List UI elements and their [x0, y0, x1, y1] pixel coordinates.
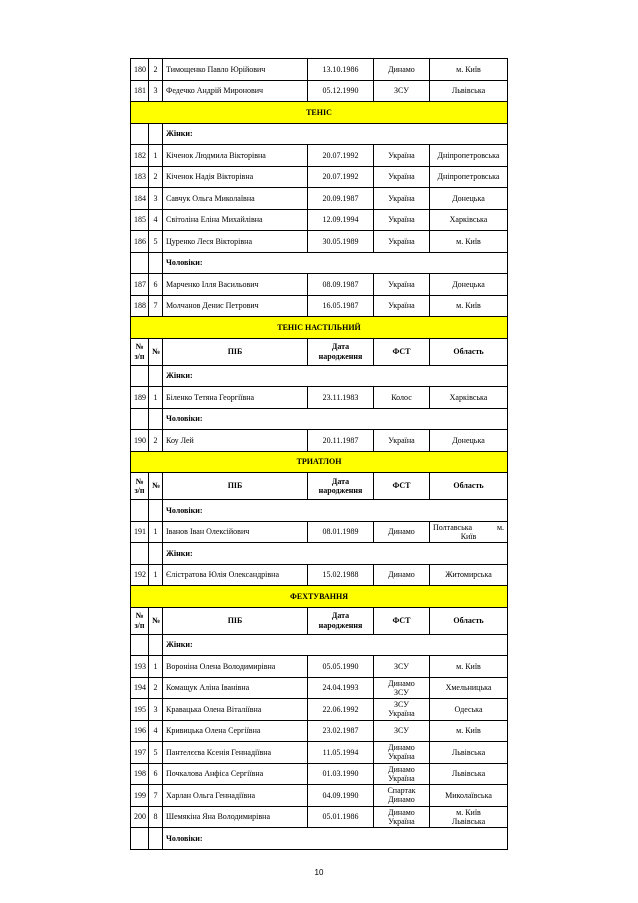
- athlete-number: 199: [131, 785, 149, 807]
- athlete-number: 195: [131, 699, 149, 721]
- sport-title: ТЕНІС: [131, 102, 508, 124]
- athlete-index: 7: [149, 785, 163, 807]
- empty-cell: [149, 828, 163, 850]
- empty-cell: [131, 500, 149, 522]
- group-row: [131, 543, 508, 565]
- athlete-dob: 08.01.1989: [308, 521, 374, 543]
- athlete-name: Кіченок Людмила Вікторівна: [163, 145, 308, 167]
- group-row: [131, 123, 508, 145]
- athlete-fst: Динамо: [374, 59, 430, 81]
- athlete-region: Миколаївська: [430, 785, 508, 807]
- group-row: [131, 634, 508, 656]
- athlete-number: 182: [131, 145, 149, 167]
- empty-cell: [131, 408, 149, 430]
- empty-cell: [149, 543, 163, 565]
- athlete-name: Тимощенко Павло Юрійович: [163, 59, 308, 81]
- athlete-number: 189: [131, 387, 149, 409]
- athlete-fst: Україна: [374, 209, 430, 231]
- athlete-region: [430, 521, 508, 543]
- sport-title: ТЕНІС НАСТІЛЬНИЙ: [131, 317, 508, 339]
- athlete-row: [131, 656, 508, 678]
- athlete-dob: 15.02.1988: [308, 564, 374, 586]
- athlete-row: [131, 274, 508, 296]
- athlete-region: м. Київ Львівська: [430, 806, 508, 828]
- athletes-table: [130, 58, 508, 850]
- athlete-name: Кіченок Надія Вікторівна: [163, 166, 308, 188]
- athlete-number: 191: [131, 521, 149, 543]
- column-header-row: [131, 473, 508, 500]
- athlete-number: 180: [131, 59, 149, 81]
- group-label: Жінки:: [163, 123, 508, 145]
- athlete-row: [131, 806, 508, 828]
- header-region: Область: [430, 607, 508, 634]
- athlete-index: 1: [149, 521, 163, 543]
- athlete-dob: 05.12.1990: [308, 80, 374, 102]
- athlete-region: Львівська: [430, 742, 508, 764]
- athlete-region: м. Київ: [430, 231, 508, 253]
- athlete-dob: 30.05.1989: [308, 231, 374, 253]
- athlete-number: 185: [131, 209, 149, 231]
- athlete-index: 2: [149, 430, 163, 452]
- athlete-name: Біленко Тетяна Георгіївна: [163, 387, 308, 409]
- athlete-name: Молчанов Денис Петрович: [163, 295, 308, 317]
- athlete-region: Львівська: [430, 763, 508, 785]
- athlete-fst: Динамо Україна: [374, 806, 430, 828]
- athlete-dob: 20.11.1987: [308, 430, 374, 452]
- athlete-row: [131, 430, 508, 452]
- athlete-fst: ЗСУ: [374, 720, 430, 742]
- athlete-fst: Динамо: [374, 521, 430, 543]
- athlete-region: Донецька: [430, 274, 508, 296]
- athlete-name: Кривицька Олена Сергіївна: [163, 720, 308, 742]
- column-header-row: [131, 338, 508, 365]
- athlete-dob: 08.09.1987: [308, 274, 374, 296]
- athlete-index: 5: [149, 231, 163, 253]
- athlete-row: [131, 763, 508, 785]
- athlete-number: 186: [131, 231, 149, 253]
- group-label: Чоловіки:: [163, 828, 508, 850]
- athlete-fst: Україна: [374, 430, 430, 452]
- athlete-index: 4: [149, 209, 163, 231]
- athlete-index: 1: [149, 564, 163, 586]
- athlete-index: 5: [149, 742, 163, 764]
- athlete-index: 1: [149, 387, 163, 409]
- athlete-dob: 23.11.1983: [308, 387, 374, 409]
- athlete-region: м. Київ: [430, 295, 508, 317]
- header-index: №: [149, 338, 163, 365]
- athlete-region: м. Київ: [430, 59, 508, 81]
- empty-cell: [149, 123, 163, 145]
- athlete-index: 3: [149, 188, 163, 210]
- athlete-region: Дніпропетровська: [430, 145, 508, 167]
- athlete-row: [131, 145, 508, 167]
- athlete-row: [131, 166, 508, 188]
- athlete-index: 7: [149, 295, 163, 317]
- athlete-fst: Динамо Україна: [374, 742, 430, 764]
- athlete-fst: ЗСУ: [374, 80, 430, 102]
- athlete-index: 3: [149, 699, 163, 721]
- sport-title: ТРИАТЛОН: [131, 451, 508, 473]
- empty-cell: [131, 828, 149, 850]
- header-dob: Дата народження: [308, 338, 374, 365]
- athlete-name: Харлан Ольга Геннадіївна: [163, 785, 308, 807]
- athlete-row: [131, 387, 508, 409]
- athlete-region: Дніпропетровська: [430, 166, 508, 188]
- empty-cell: [131, 252, 149, 274]
- athlete-row: [131, 231, 508, 253]
- athlete-row: [131, 521, 508, 543]
- athlete-region: Донецька: [430, 430, 508, 452]
- region-split: [433, 523, 504, 541]
- athlete-name: Федечко Андрій Миронович: [163, 80, 308, 102]
- athlete-fst: Україна: [374, 274, 430, 296]
- athlete-row: [131, 59, 508, 81]
- athlete-dob: 11.05.1994: [308, 742, 374, 764]
- athlete-index: 2: [149, 677, 163, 699]
- athlete-fst: Динамо Україна: [374, 763, 430, 785]
- empty-cell: [149, 408, 163, 430]
- region-right: м.: [496, 522, 504, 532]
- athlete-fst: Україна: [374, 231, 430, 253]
- group-label: Жінки:: [163, 634, 508, 656]
- empty-cell: [149, 365, 163, 387]
- group-label: Чоловіки:: [163, 252, 508, 274]
- athlete-number: 183: [131, 166, 149, 188]
- header-num: № з/п: [131, 338, 149, 365]
- header-name: ПІБ: [163, 473, 308, 500]
- athlete-number: 197: [131, 742, 149, 764]
- group-row: [131, 365, 508, 387]
- group-row: [131, 408, 508, 430]
- group-row: [131, 500, 508, 522]
- athlete-number: 181: [131, 80, 149, 102]
- athlete-fst: Україна: [374, 295, 430, 317]
- athlete-number: 192: [131, 564, 149, 586]
- athlete-dob: 05.05.1990: [308, 656, 374, 678]
- athlete-dob: 22.06.1992: [308, 699, 374, 721]
- athlete-number: 193: [131, 656, 149, 678]
- athlete-dob: 20.09.1987: [308, 188, 374, 210]
- header-num: № з/п: [131, 473, 149, 500]
- athlete-name: Шемякіна Яна Володимирівна: [163, 806, 308, 828]
- header-dob: Дата народження: [308, 607, 374, 634]
- athlete-row: [131, 209, 508, 231]
- sport-header-row: [131, 317, 508, 339]
- athlete-index: 1: [149, 656, 163, 678]
- athlete-index: 6: [149, 274, 163, 296]
- athlete-dob: 13.10.1986: [308, 59, 374, 81]
- athlete-name: Комащук Аліна Іванівна: [163, 677, 308, 699]
- empty-cell: [131, 365, 149, 387]
- athlete-fst: Динамо: [374, 564, 430, 586]
- athlete-row: [131, 80, 508, 102]
- empty-cell: [149, 252, 163, 274]
- athlete-number: 200: [131, 806, 149, 828]
- header-name: ПІБ: [163, 338, 308, 365]
- athlete-dob: 20.07.1992: [308, 145, 374, 167]
- sport-header-row: [131, 451, 508, 473]
- athlete-index: 3: [149, 80, 163, 102]
- athlete-number: 184: [131, 188, 149, 210]
- athlete-fst: Колос: [374, 387, 430, 409]
- athlete-row: [131, 699, 508, 721]
- athletes-table-body: [131, 59, 508, 850]
- athlete-dob: 12.09.1994: [308, 209, 374, 231]
- athlete-name: Вороніна Олена Володимирівна: [163, 656, 308, 678]
- athlete-dob: 04.09.1990: [308, 785, 374, 807]
- header-index: №: [149, 473, 163, 500]
- athlete-row: [131, 742, 508, 764]
- header-fst: ФСТ: [374, 473, 430, 500]
- athlete-row: [131, 188, 508, 210]
- athlete-fst: Україна: [374, 166, 430, 188]
- empty-cell: [149, 634, 163, 656]
- header-fst: ФСТ: [374, 607, 430, 634]
- athlete-number: 194: [131, 677, 149, 699]
- athlete-number: 188: [131, 295, 149, 317]
- athlete-row: [131, 720, 508, 742]
- sport-title: ФЕХТУВАННЯ: [131, 586, 508, 608]
- athlete-fst: Україна: [374, 145, 430, 167]
- sport-header-row: [131, 586, 508, 608]
- athlete-name: Єлістратова Юлія Олександрівна: [163, 564, 308, 586]
- athlete-region: м. Київ: [430, 656, 508, 678]
- athlete-dob: 20.07.1992: [308, 166, 374, 188]
- athlete-number: 196: [131, 720, 149, 742]
- header-index: №: [149, 607, 163, 634]
- athlete-name: Пантелєєва Ксенія Геннадіївна: [163, 742, 308, 764]
- athlete-index: 2: [149, 59, 163, 81]
- athlete-region: Львівська: [430, 80, 508, 102]
- athlete-region: м. Київ: [430, 720, 508, 742]
- header-num: № з/п: [131, 607, 149, 634]
- athlete-index: 2: [149, 166, 163, 188]
- athlete-region: Харківська: [430, 387, 508, 409]
- athlete-name: Марченко Ілля Васильович: [163, 274, 308, 296]
- athlete-name: Цуренко Леся Вікторівна: [163, 231, 308, 253]
- group-row: [131, 252, 508, 274]
- athlete-fst: Динамо ЗСУ: [374, 677, 430, 699]
- athlete-name: Кравацька Олена Віталіївна: [163, 699, 308, 721]
- empty-cell: [131, 543, 149, 565]
- athlete-region: Одеська: [430, 699, 508, 721]
- region-bottom: Київ: [460, 531, 477, 541]
- header-region: Область: [430, 473, 508, 500]
- athlete-name: Іванов Іван Олексійович: [163, 521, 308, 543]
- athlete-dob: 23.02.1987: [308, 720, 374, 742]
- athlete-row: [131, 785, 508, 807]
- page-number: 10: [314, 868, 324, 877]
- group-row: [131, 828, 508, 850]
- athlete-region: Харківська: [430, 209, 508, 231]
- empty-cell: [131, 634, 149, 656]
- athlete-name: Почкалова Анфіса Сергіївна: [163, 763, 308, 785]
- athlete-number: 198: [131, 763, 149, 785]
- header-name: ПІБ: [163, 607, 308, 634]
- header-region: Область: [430, 338, 508, 365]
- athlete-number: 187: [131, 274, 149, 296]
- athlete-dob: 16.05.1987: [308, 295, 374, 317]
- athlete-fst: ЗСУ: [374, 656, 430, 678]
- athlete-name: Коу Лей: [163, 430, 308, 452]
- athlete-fst: ЗСУ Україна: [374, 699, 430, 721]
- column-header-row: [131, 607, 508, 634]
- header-dob: Дата народження: [308, 473, 374, 500]
- athlete-region: Хмельницька: [430, 677, 508, 699]
- athlete-index: 4: [149, 720, 163, 742]
- athlete-fst: Спартак Динамо: [374, 785, 430, 807]
- athlete-row: [131, 564, 508, 586]
- athlete-region: Житомирська: [430, 564, 508, 586]
- athlete-row: [131, 295, 508, 317]
- header-fst: ФСТ: [374, 338, 430, 365]
- athlete-number: 190: [131, 430, 149, 452]
- athlete-dob: 24.04.1993: [308, 677, 374, 699]
- athlete-fst: Україна: [374, 188, 430, 210]
- group-label: Жінки:: [163, 365, 508, 387]
- athlete-index: 1: [149, 145, 163, 167]
- sport-header-row: [131, 102, 508, 124]
- group-label: Чоловіки:: [163, 500, 508, 522]
- group-label: Жінки:: [163, 543, 508, 565]
- empty-cell: [149, 500, 163, 522]
- athlete-row: [131, 677, 508, 699]
- athlete-region: Донецька: [430, 188, 508, 210]
- region-top-line: [433, 523, 504, 532]
- athlete-index: 8: [149, 806, 163, 828]
- group-label: Чоловіки:: [163, 408, 508, 430]
- region-left: Полтавська: [433, 522, 473, 532]
- athlete-dob: 01.03.1990: [308, 763, 374, 785]
- athlete-name: Савчук Ольга Миколаївна: [163, 188, 308, 210]
- athlete-dob: 05.01.1986: [308, 806, 374, 828]
- athlete-name: Світоліна Еліна Михайлівна: [163, 209, 308, 231]
- athlete-index: 6: [149, 763, 163, 785]
- empty-cell: [131, 123, 149, 145]
